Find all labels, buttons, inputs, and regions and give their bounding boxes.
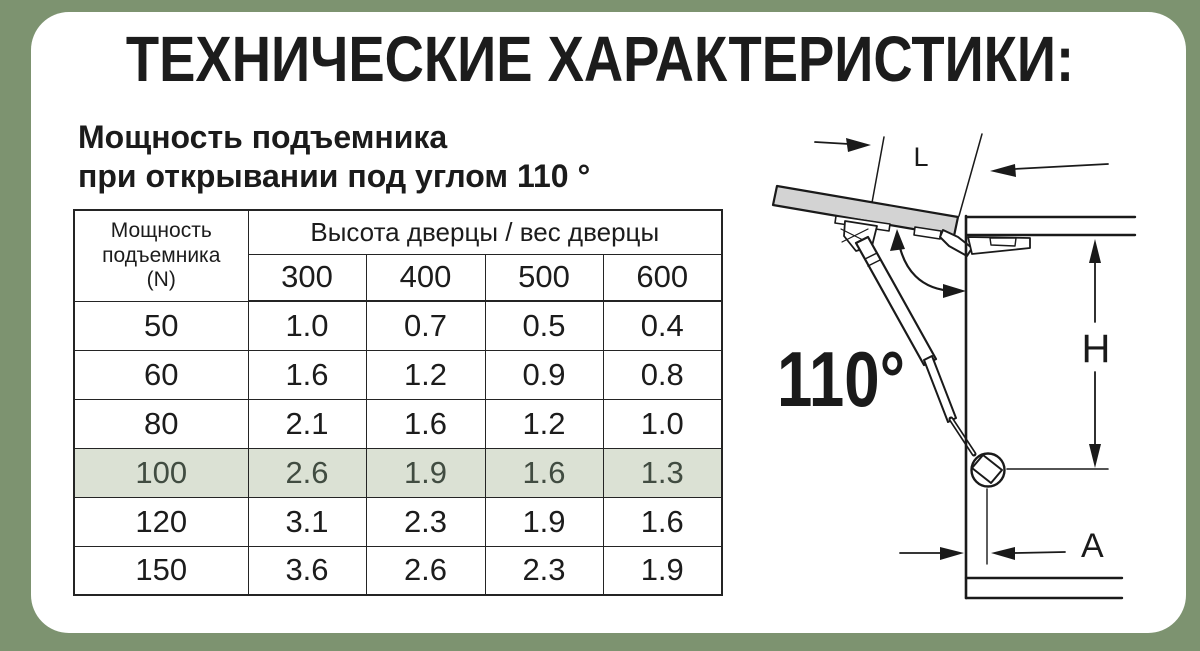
value-cell: 0.7 bbox=[366, 301, 485, 350]
table-row bbox=[74, 546, 722, 595]
value-cell: 0.5 bbox=[485, 301, 603, 350]
value-cell: 2.1 bbox=[248, 399, 366, 448]
power-cell: 100 bbox=[74, 448, 248, 497]
caption-line1: Мощность подъемника bbox=[78, 119, 448, 155]
power-cell: 150 bbox=[74, 546, 248, 595]
value-cell: 1.0 bbox=[603, 399, 722, 448]
dimension-h bbox=[1007, 239, 1110, 469]
lift-power-table bbox=[73, 209, 723, 596]
value-cell: 0.9 bbox=[485, 350, 603, 399]
corner-line3: (N) bbox=[146, 267, 176, 291]
value-cell: 2.3 bbox=[366, 497, 485, 546]
value-cell: 0.4 bbox=[603, 301, 722, 350]
value-cell: 2.3 bbox=[485, 546, 603, 595]
value-cell: 1.2 bbox=[366, 350, 485, 399]
value-cell: 1.0 bbox=[248, 301, 366, 350]
lift-diagram bbox=[745, 100, 1165, 651]
caption-line2: при открывании под углом 110 ° bbox=[78, 158, 591, 194]
dim-l-label: L bbox=[913, 142, 929, 172]
value-cell: 1.2 bbox=[485, 399, 603, 448]
power-cell: 50 bbox=[74, 301, 248, 350]
corner-line1: Мощность bbox=[110, 219, 212, 243]
table-row bbox=[74, 301, 722, 350]
value-cell: 1.9 bbox=[366, 448, 485, 497]
value-cell: 1.6 bbox=[603, 497, 722, 546]
power-cell: 60 bbox=[74, 350, 248, 399]
page-title: ТЕХНИЧЕСКИЕ ХАРАКТЕРИСТИКИ: bbox=[125, 23, 1075, 95]
table-row bbox=[74, 350, 722, 399]
value-cell: 1.6 bbox=[485, 448, 603, 497]
value-cell: 2.6 bbox=[248, 448, 366, 497]
value-cell: 1.6 bbox=[248, 350, 366, 399]
value-cell: 0.8 bbox=[603, 350, 722, 399]
corner-header-cell bbox=[74, 210, 248, 301]
value-cell: 1.9 bbox=[603, 546, 722, 595]
group-header-cell: Высота дверцы / вес дверцы bbox=[248, 210, 722, 254]
column-header: 300 bbox=[248, 254, 366, 301]
power-cell: 120 bbox=[74, 497, 248, 546]
column-header: 500 bbox=[485, 254, 603, 301]
value-cell: 1.6 bbox=[366, 399, 485, 448]
dimension-a bbox=[900, 489, 1104, 565]
cabinet bbox=[966, 216, 1135, 598]
table-row-highlighted bbox=[74, 448, 722, 497]
dim-a-label: A bbox=[1081, 527, 1104, 565]
corner-line2: подъемника bbox=[102, 243, 221, 267]
table-row bbox=[74, 399, 722, 448]
column-header: 600 bbox=[603, 254, 722, 301]
value-cell: 2.6 bbox=[366, 546, 485, 595]
value-cell: 1.9 bbox=[485, 497, 603, 546]
column-header: 400 bbox=[366, 254, 485, 301]
value-cell: 3.1 bbox=[248, 497, 366, 546]
table-row bbox=[74, 497, 722, 546]
opening-angle-label: 110° bbox=[777, 335, 905, 423]
value-cell: 3.6 bbox=[248, 546, 366, 595]
power-cell: 80 bbox=[74, 399, 248, 448]
dim-h-label: H bbox=[1081, 327, 1111, 371]
value-cell: 1.3 bbox=[603, 448, 722, 497]
table-caption bbox=[78, 118, 590, 196]
